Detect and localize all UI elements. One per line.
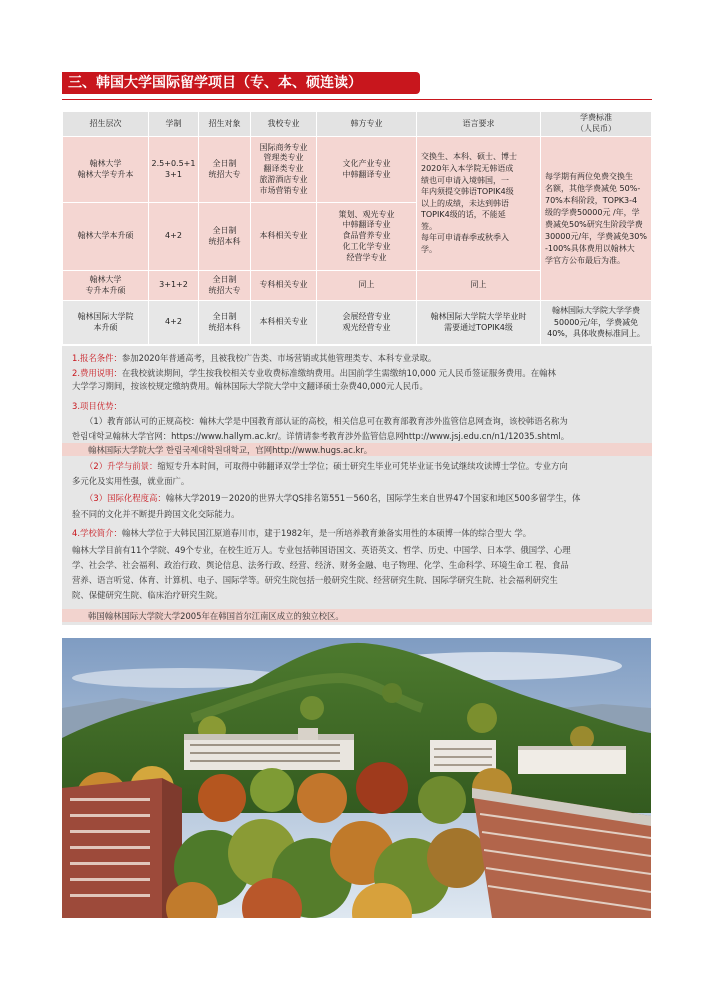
cell-language: 翰林国际大学院大学毕业时 需要通过TOPIK4级 — [417, 301, 541, 345]
cell-target: 全日制 统招大专 — [199, 137, 251, 203]
program-table — [62, 111, 652, 345]
cell-korean-major: 策划、观光专业 中韩翻译专业 食品营养专业 化工化学专业 经营学专业 — [317, 203, 417, 271]
note-hugs-campus: 韩国翰林国际大学院大学2005年在韩国首尔江南区成立的独立校区。 — [88, 611, 344, 621]
table-row — [63, 137, 652, 203]
header-level: 招生层次 — [63, 112, 149, 137]
cell-target: 全日制 统招本科 — [199, 301, 251, 345]
note-fees: 2.费用说明：在我校就读期间，学生按我校相关专业收费标准缴纳费用。出国前学生需缴纳10,000 元人民币签证服务费用。在翰林 大学学习期间，按该校规定缴纳费用。翰林国际大学院大学中文翻译硕士杂费40,000元人民币。 — [72, 368, 556, 391]
cell-language-req: 交换生、本科、硕士、博士 2020年入本学院无韩语成 绩也可申请入境韩国，一 年内须提交韩语TOPIK4级 以上的成绩，未达到韩语 TOPIK4级的话，不能延 签。 每年可申请春季或秋季入 学。 — [417, 137, 541, 271]
header-language: 语言要求 — [417, 112, 541, 137]
note-advantage-3-cont: 验不同的文化并不断提升跨国文化交际能力。 — [72, 509, 240, 519]
note-advantage-1-links: 한림대학교翰林大学官网：https://www.hallym.ac.kr/。详情请参考教育涉外监管信息网http://www.jsj.edu.cn/n1/12035.shtml。 — [72, 431, 570, 441]
cell-korean-major: 同上 — [317, 271, 417, 301]
cell-target: 全日制 统招大专 — [199, 271, 251, 301]
cell-level: 翰林大学本升硕 — [63, 203, 149, 271]
cell-our-major: 本科相关专业 — [251, 203, 317, 271]
cell-years: 2.5+0.5+1 3+1 — [149, 137, 199, 203]
cell-our-major: 本科相关专业 — [251, 301, 317, 345]
note-advantage-2-cont: 多元化及实用性强，就业面广。 — [72, 476, 190, 486]
cell-our-major: 专科相关专业 — [251, 271, 317, 301]
note-school-intro-cont: 翰林大学目前有11个学院、49个专业，在校生近万人。专业包括韩国语国文、英语英文、哲学、历史、中国学、日本学、俄国学、心理 学、社会学、社会福利、政治行政、舆论信息、法务行政、经营、经济、财务金融、电子物理、化学、生命科学、环境生命工 程、食品 营养、语言听觉、体育、计算机、电子、国际学等。研究生院包括一般研究生院、经营研究生院、国际学研究生院、社会福利研究生 院、保健研究生院、临床治疗研究生院。 — [72, 545, 571, 600]
section-title: 三、韩国大学国际留学项目（专、本、硕连读） — [68, 75, 362, 91]
header-korean-major: 韩方专业 — [317, 112, 417, 137]
cell-fee: 每学期有两位免费交换生 名额，其他学费减免 50%- 70%本科阶段，TOPK3-4 级的学费50000元 /年，学 费减免50%研究生阶段学费 30000元/年，学费减免30% -100%具体费用以翰林大 学官方公布最后为准。 — [541, 137, 652, 301]
cell-korean-major: 会展经营专业 观光经营专业 — [317, 301, 417, 345]
header-our-major: 我校专业 — [251, 112, 317, 137]
note-advantages-label: 3.项目优势： — [72, 401, 122, 411]
header-fee: 学费标准 （人民币） — [541, 112, 652, 137]
cell-target: 全日制 统招本科 — [199, 203, 251, 271]
cell-fee: 翰林国际大学院大学学费 50000元/年，学费减免 40%，具体收费标准同上。 — [541, 301, 652, 345]
header-years: 学制 — [149, 112, 199, 137]
note-advantage-2: （2）升学与前景：缩短专升本时间，可取得中韩翻译双学士学位；硕士研究生毕业可凭毕业证书免试继续攻读博士学位。专业方向 — [85, 461, 568, 471]
table-row — [63, 301, 652, 345]
note-school-intro: 4.学校简介：翰林大学位于大韩民国江原道春川市，建于1982年，是一所培养教育兼备实用性的本硕博一体的综合型大 学。 — [72, 528, 532, 538]
cell-our-major: 国际商务专业 管理类专业 翻译类专业 旅游酒店专业 市场营销专业 — [251, 137, 317, 203]
note-advantage-1: （1）教育部认可的正规高校：翰林大学是中国教育部认证的高校，相关信息可在教育部教育涉外监管信息网查询，该校韩语名称为 — [85, 416, 568, 426]
note-advantage-3: （3）国际化程度高：翰林大学2019－2020的世界大学QS排名第551－560名，国际学生来自世界47个国家和地区500多留学生，体 — [85, 493, 581, 503]
cell-years: 3+1+2 — [149, 271, 199, 301]
note-advantage-1-hugs: 翰林国际大学院大学 한림국제대학원대학교，官网http://www.hugs.ac.kr。 — [88, 445, 373, 455]
cell-level: 翰林国际大学院 本升硕 — [63, 301, 149, 345]
header-target: 招生对象 — [199, 112, 251, 137]
section-header — [62, 72, 420, 94]
cell-korean-major: 文化产业专业 中韩翻译专业 — [317, 137, 417, 203]
cell-language: 同上 — [417, 271, 541, 301]
campus-photo — [62, 638, 651, 918]
header-divider — [62, 99, 652, 100]
note-registration: 1.报名条件：参加2020年普通高考，且被我校广告类、市场营销或其他管理类专、本科专业录取。 — [72, 353, 437, 363]
cell-years: 4+2 — [149, 301, 199, 345]
cell-years: 4+2 — [149, 203, 199, 271]
table-header-row — [63, 112, 652, 137]
cell-level: 翰林大学 专升本升硕 — [63, 271, 149, 301]
cell-level: 翰林大学 翰林大学专升本 — [63, 137, 149, 203]
